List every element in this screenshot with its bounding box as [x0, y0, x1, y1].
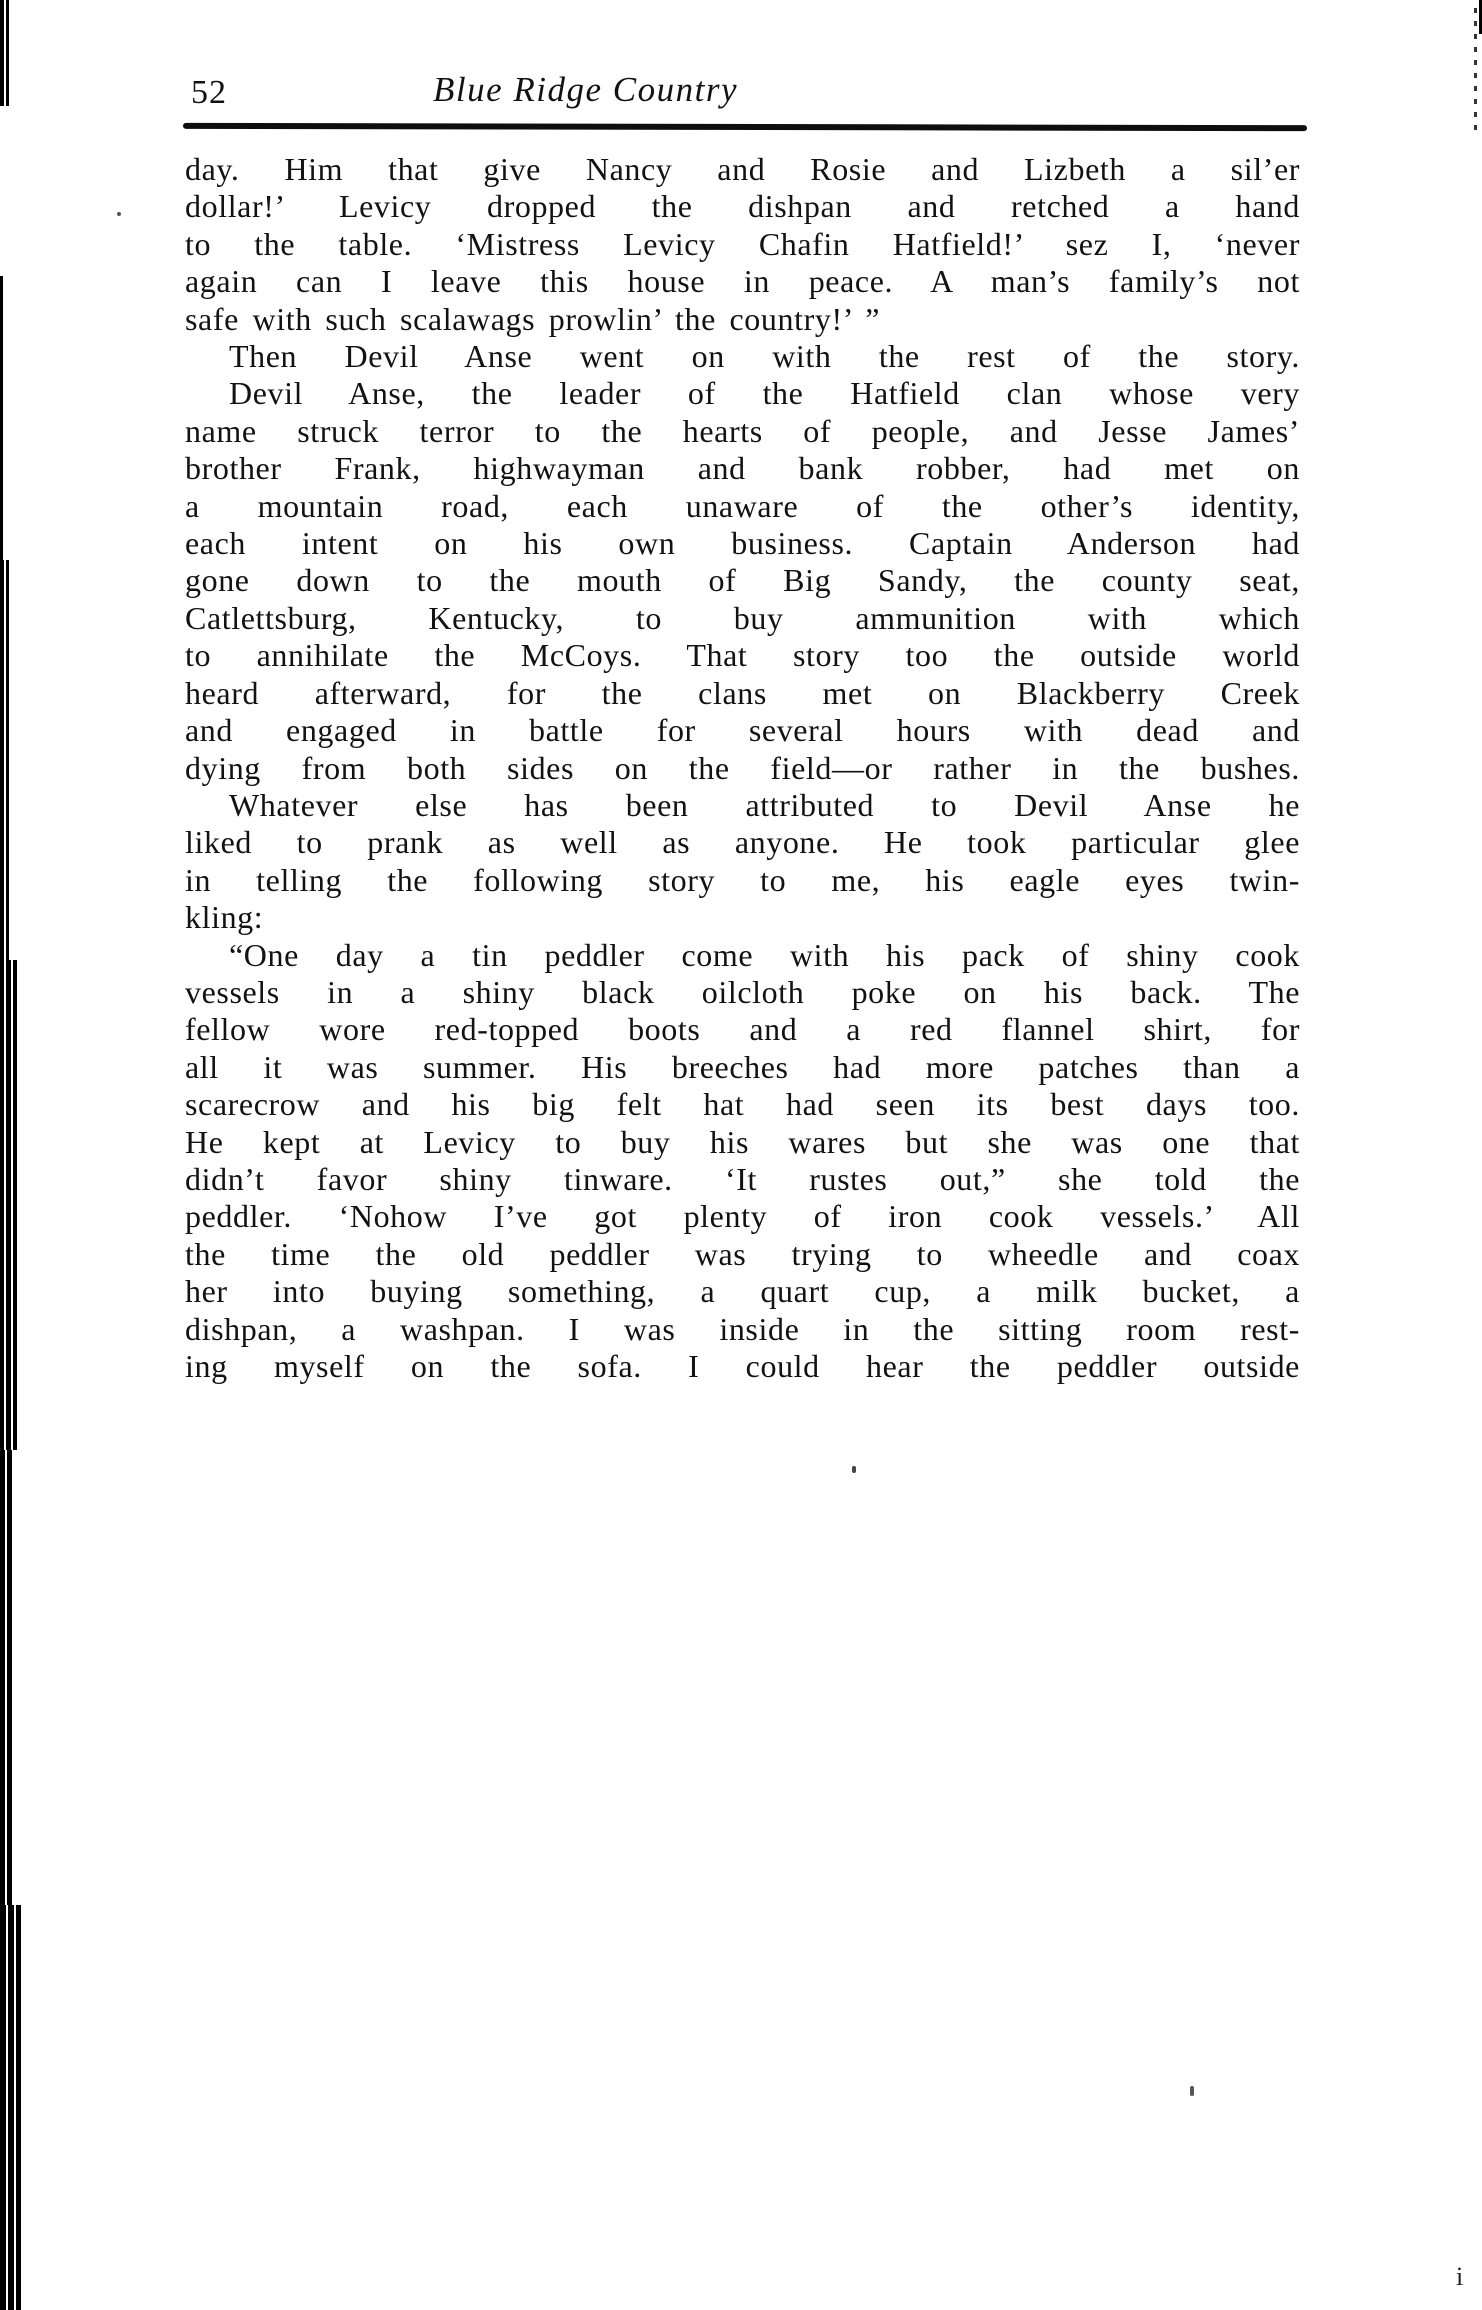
scan-speck — [1190, 2086, 1194, 2096]
text-line: fellow wore red-topped boots and a red flannel shirt, for — [185, 1011, 1300, 1048]
page-number: 52 — [191, 74, 227, 111]
text-line: again can I leave this house in peace. A man’s family’s not — [185, 263, 1300, 300]
text-line: name struck terror to the hearts of people, and Jesse James’ — [185, 412, 1300, 449]
text-line: “One day a tin peddler come with his pack of shiny cook — [229, 936, 1300, 973]
text-line: Whatever else has been attributed to Devil Anse he — [229, 786, 1300, 823]
body-text — [185, 151, 1300, 1385]
text-line: gone down to the mouth of Big Sandy, the county seat, — [185, 562, 1300, 599]
text-line: heard afterward, for the clans met on Blackberry Creek — [185, 674, 1300, 711]
text-line: dollar!’ Levicy dropped the dishpan and retched a hand — [185, 188, 1300, 225]
text-line: to annihilate the McCoys. That story too the outside world — [185, 637, 1300, 674]
text-line: Devil Anse, the leader of the Hatfield clan whose very — [229, 375, 1300, 412]
scan-gutter-streak — [0, 0, 10, 106]
header-rule — [183, 123, 1307, 131]
text-line: all it was summer. His breeches had more patches than a — [185, 1048, 1300, 1085]
text-line: He kept at Levicy to buy his wares but she was one that — [185, 1123, 1300, 1160]
scan-edge-dots — [1474, 8, 1477, 133]
text-line: her into buying something, a quart cup, a milk bucket, a — [185, 1273, 1300, 1310]
scan-speck — [117, 212, 121, 216]
text-line: day. Him that give Nancy and Rosie and Lizbeth a sil’er — [185, 151, 1300, 187]
scan-gutter-streak — [0, 960, 22, 1450]
text-line: and engaged in battle for several hours with dead and — [185, 712, 1300, 749]
text-line: dishpan, a washpan. I was inside in the sitting room rest- — [185, 1310, 1300, 1347]
text-line: vessels in a shiny black oilcloth poke on his back. The — [185, 973, 1300, 1010]
text-line: Catlettsburg, Kentucky, to buy ammunition with which — [185, 599, 1300, 636]
scan-speck — [852, 1466, 856, 1473]
text-line: kling: — [185, 899, 264, 936]
text-line: ing myself on the sofa. I could hear the peddler outside — [185, 1348, 1300, 1384]
text-line: Then Devil Anse went on with the rest of the story. — [229, 338, 1300, 375]
text-line: scarecrow and his big felt hat had seen its best days too. — [185, 1086, 1300, 1123]
text-line: to the table. ‘Mistress Levicy Chafin Hatfield!’ sez I, ‘never — [185, 225, 1300, 262]
scan-gutter-streak — [0, 560, 13, 960]
text-line: liked to prank as well as anyone. He took particular glee — [185, 824, 1300, 861]
scan-gutter-streak — [0, 276, 5, 560]
scan-gutter-streak — [0, 1450, 18, 1905]
text-line: brother Frank, highwayman and bank robber, had met on — [185, 450, 1300, 487]
text-line: dying from both sides on the field—or rather in the bushes. — [185, 749, 1300, 786]
text-line: a mountain road, each unaware of the other’s identity, — [185, 487, 1300, 524]
text-line: safe with such scalawags prowlin’ the country!’ ” — [185, 300, 880, 337]
text-line: the time the old peddler was trying to wheedle and coax — [185, 1235, 1300, 1272]
text-line: each intent on his own business. Captain Anderson had — [185, 525, 1300, 562]
scan-stray-glyph: i — [1456, 2262, 1464, 2291]
text-line: in telling the following story to me, his eagle eyes twin- — [185, 861, 1300, 898]
scan-gutter-streak — [0, 1905, 27, 2310]
text-line: peddler. ‘Nohow I’ve got plenty of iron cook vessels.’ All — [185, 1198, 1300, 1235]
running-title: Blue Ridge Country — [433, 70, 739, 109]
text-line: didn’t favor shiny tinware. ‘It rustes out,” she told the — [185, 1160, 1300, 1197]
